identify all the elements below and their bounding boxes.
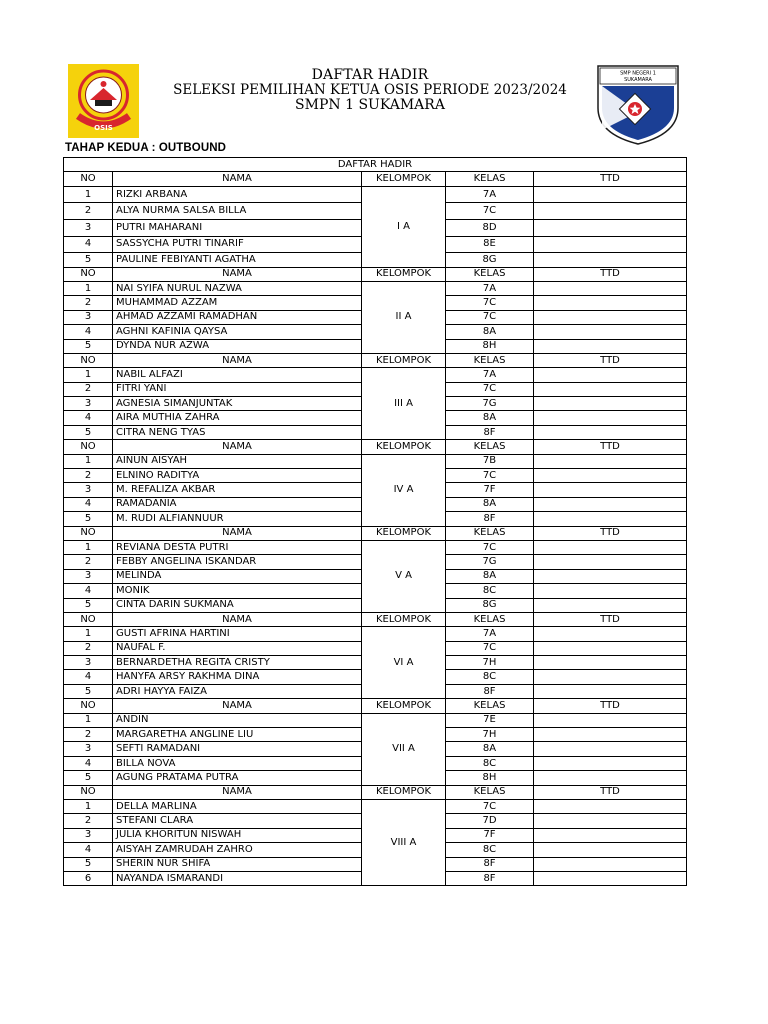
- cell-kelas: 7G: [446, 555, 534, 569]
- cell-nama: RAMADANIA: [113, 497, 362, 511]
- cell-ttd-signature[interactable]: [534, 569, 687, 583]
- cell-kelas: 8F: [446, 425, 534, 439]
- cell-nama: NAYANDA ISMARANDI: [113, 871, 362, 885]
- cell-ttd-signature[interactable]: [534, 469, 687, 483]
- header-no: NO: [64, 353, 113, 367]
- header-nama: NAMA: [113, 267, 362, 281]
- cell-kelas: 7A: [446, 281, 534, 295]
- cell-kelas: 8F: [446, 871, 534, 885]
- cell-kelas: 7C: [446, 540, 534, 554]
- cell-ttd-signature[interactable]: [534, 281, 687, 295]
- header-nama: NAMA: [113, 612, 362, 626]
- cell-ttd-signature[interactable]: [534, 828, 687, 842]
- table-row: [64, 368, 687, 382]
- cell-ttd-signature[interactable]: [534, 454, 687, 468]
- cell-ttd-signature[interactable]: [534, 843, 687, 857]
- cell-no: 3: [64, 483, 113, 497]
- cell-ttd-signature[interactable]: [534, 236, 687, 253]
- cell-nama: REVIANA DESTA PUTRI: [113, 540, 362, 554]
- header-kelompok: KELOMPOK: [362, 699, 446, 713]
- cell-kelompok: VII A: [362, 713, 446, 785]
- cell-kelas: 8A: [446, 411, 534, 425]
- cell-no: 4: [64, 497, 113, 511]
- cell-nama: AGUNG PRATAMA PUTRA: [113, 771, 362, 785]
- cell-ttd-signature[interactable]: [534, 203, 687, 220]
- school-crest-icon: [596, 64, 680, 146]
- cell-no: 5: [64, 684, 113, 698]
- cell-nama: AISYAH ZAMRUDAH ZAHRO: [113, 843, 362, 857]
- cell-kelompok: VIII A: [362, 800, 446, 886]
- cell-kelas: 7C: [446, 641, 534, 655]
- cell-kelas: 8A: [446, 569, 534, 583]
- cell-nama: PAULINE FEBIYANTI AGATHA: [113, 253, 362, 267]
- header-kelas: KELAS: [446, 353, 534, 367]
- cell-kelas: 7D: [446, 814, 534, 828]
- cell-ttd-signature[interactable]: [534, 742, 687, 756]
- table-header-row: [64, 526, 687, 540]
- cell-no: 2: [64, 555, 113, 569]
- cell-kelas: 8C: [446, 584, 534, 598]
- header-no: NO: [64, 267, 113, 281]
- cell-ttd-signature[interactable]: [534, 368, 687, 382]
- header-no: NO: [64, 526, 113, 540]
- cell-nama: MELINDA: [113, 569, 362, 583]
- header-kelompok: KELOMPOK: [362, 172, 446, 186]
- table-caption-row: [64, 158, 687, 172]
- cell-nama: AGHNI KAFINIA QAYSA: [113, 325, 362, 339]
- cell-no: 3: [64, 219, 113, 236]
- table-header-row: [64, 172, 687, 186]
- cell-ttd-signature[interactable]: [534, 540, 687, 554]
- cell-ttd-signature[interactable]: [534, 253, 687, 267]
- osis-logo: [68, 64, 139, 138]
- cell-kelompok: I A: [362, 186, 446, 267]
- cell-kelas: 8A: [446, 742, 534, 756]
- table-header-row: [64, 353, 687, 367]
- cell-kelompok: II A: [362, 281, 446, 353]
- cell-kelas: 7A: [446, 627, 534, 641]
- cell-no: 1: [64, 368, 113, 382]
- cell-ttd-signature[interactable]: [534, 325, 687, 339]
- cell-kelas: 7C: [446, 296, 534, 310]
- cell-nama: GUSTI AFRINA HARTINI: [113, 627, 362, 641]
- cell-ttd-signature[interactable]: [534, 871, 687, 885]
- cell-no: 3: [64, 310, 113, 324]
- cell-kelas: 8E: [446, 236, 534, 253]
- cell-nama: NABIL ALFAZI: [113, 368, 362, 382]
- cell-kelas: 8D: [446, 219, 534, 236]
- cell-kelas: 8G: [446, 598, 534, 612]
- header-no: NO: [64, 699, 113, 713]
- header-nama: NAMA: [113, 353, 362, 367]
- header-no: NO: [64, 440, 113, 454]
- cell-ttd-signature[interactable]: [534, 670, 687, 684]
- cell-no: 4: [64, 756, 113, 770]
- cell-kelas: 7C: [446, 310, 534, 324]
- cell-ttd-signature[interactable]: [534, 584, 687, 598]
- cell-ttd-signature[interactable]: [534, 656, 687, 670]
- cell-kelompok: IV A: [362, 454, 446, 526]
- title-line-1: DAFTAR HADIR: [311, 67, 429, 83]
- crest-text-bottom: SUKAMARA: [624, 77, 652, 83]
- cell-no: 1: [64, 186, 113, 203]
- header-ttd: TTD: [534, 353, 687, 367]
- cell-ttd-signature[interactable]: [534, 296, 687, 310]
- cell-no: 3: [64, 569, 113, 583]
- osis-logo-text: OSIS: [94, 124, 113, 132]
- table-row: [64, 281, 687, 295]
- cell-no: 6: [64, 871, 113, 885]
- cell-nama: SASSYCHA PUTRI TINARIF: [113, 236, 362, 253]
- cell-kelas: 8H: [446, 339, 534, 353]
- cell-no: 5: [64, 857, 113, 871]
- table-row: [64, 186, 687, 203]
- cell-no: 1: [64, 540, 113, 554]
- header-no: NO: [64, 785, 113, 799]
- cell-ttd-signature[interactable]: [534, 814, 687, 828]
- attendance-table: [63, 157, 687, 886]
- header-ttd: TTD: [534, 440, 687, 454]
- cell-kelas: 8C: [446, 670, 534, 684]
- cell-kelas: 7H: [446, 656, 534, 670]
- cell-kelas: 8C: [446, 756, 534, 770]
- header-kelas: KELAS: [446, 172, 534, 186]
- stage-label: TAHAP KEDUA : OUTBOUND: [65, 142, 227, 154]
- cell-kelas: 8H: [446, 771, 534, 785]
- cell-no: 2: [64, 641, 113, 655]
- cell-nama: FITRI YANI: [113, 382, 362, 396]
- header-kelas: KELAS: [446, 612, 534, 626]
- header-kelompok: KELOMPOK: [362, 612, 446, 626]
- cell-no: 4: [64, 584, 113, 598]
- cell-nama: CINTA DARIN SUKMANA: [113, 598, 362, 612]
- header-nama: NAMA: [113, 526, 362, 540]
- cell-no: 2: [64, 814, 113, 828]
- cell-nama: MONIK: [113, 584, 362, 598]
- cell-no: 4: [64, 325, 113, 339]
- cell-nama: ANDIN: [113, 713, 362, 727]
- cell-ttd-signature[interactable]: [534, 598, 687, 612]
- cell-no: 3: [64, 397, 113, 411]
- cell-no: 1: [64, 281, 113, 295]
- cell-no: 4: [64, 236, 113, 253]
- cell-ttd-signature[interactable]: [534, 756, 687, 770]
- cell-nama: MARGARETHA ANGLINE LIU: [113, 728, 362, 742]
- cell-no: 3: [64, 742, 113, 756]
- cell-kelas: 7G: [446, 397, 534, 411]
- cell-nama: M. REFALIZA AKBAR: [113, 483, 362, 497]
- table-row: [64, 540, 687, 554]
- cell-ttd-signature[interactable]: [534, 382, 687, 396]
- cell-kelas: 8A: [446, 325, 534, 339]
- cell-nama: JULIA KHORITUN NISWAH: [113, 828, 362, 842]
- header-no: NO: [64, 172, 113, 186]
- cell-ttd-signature[interactable]: [534, 800, 687, 814]
- cell-no: 5: [64, 339, 113, 353]
- crest-text-top: SMP NEGERI 1: [620, 70, 656, 77]
- cell-ttd-signature[interactable]: [534, 641, 687, 655]
- cell-nama: AHMAD AZZAMI RAMADHAN: [113, 310, 362, 324]
- cell-no: 1: [64, 713, 113, 727]
- cell-nama: STEFANI CLARA: [113, 814, 362, 828]
- cell-ttd-signature[interactable]: [534, 713, 687, 727]
- cell-no: 4: [64, 411, 113, 425]
- cell-ttd-signature[interactable]: [534, 339, 687, 353]
- cell-no: 3: [64, 656, 113, 670]
- document-title: [140, 68, 600, 113]
- header-kelompok: KELOMPOK: [362, 526, 446, 540]
- cell-nama: AINUN AISYAH: [113, 454, 362, 468]
- header-ttd: TTD: [534, 526, 687, 540]
- cell-kelas: 8A: [446, 497, 534, 511]
- cell-nama: BILLA NOVA: [113, 756, 362, 770]
- cell-no: 2: [64, 469, 113, 483]
- cell-ttd-signature[interactable]: [534, 512, 687, 526]
- cell-no: 5: [64, 512, 113, 526]
- cell-nama: MUHAMMAD AZZAM: [113, 296, 362, 310]
- cell-kelompok: III A: [362, 368, 446, 440]
- table-header-row: [64, 440, 687, 454]
- cell-nama: ALYA NURMA SALSA BILLA: [113, 203, 362, 220]
- cell-no: 5: [64, 425, 113, 439]
- header-kelas: KELAS: [446, 267, 534, 281]
- header-ttd: TTD: [534, 699, 687, 713]
- cell-ttd-signature[interactable]: [534, 555, 687, 569]
- header-ttd: TTD: [534, 612, 687, 626]
- cell-ttd-signature[interactable]: [534, 728, 687, 742]
- cell-nama: BERNARDETHA REGITA CRISTY: [113, 656, 362, 670]
- cell-ttd-signature[interactable]: [534, 627, 687, 641]
- title-line-3: SMPN 1 SUKAMARA: [295, 97, 445, 113]
- cell-ttd-signature[interactable]: [534, 186, 687, 203]
- table-header-row: [64, 612, 687, 626]
- cell-ttd-signature[interactable]: [534, 857, 687, 871]
- cell-kelas: 7F: [446, 828, 534, 842]
- cell-kelompok: VI A: [362, 627, 446, 699]
- header-kelompok: KELOMPOK: [362, 440, 446, 454]
- table-header-row: [64, 785, 687, 799]
- header-kelompok: KELOMPOK: [362, 267, 446, 281]
- table-row: [64, 713, 687, 727]
- header-kelas: KELAS: [446, 526, 534, 540]
- cell-nama: PUTRI MAHARANI: [113, 219, 362, 236]
- header-nama: NAMA: [113, 699, 362, 713]
- cell-nama: CITRA NENG TYAS: [113, 425, 362, 439]
- cell-no: 1: [64, 454, 113, 468]
- cell-kelas: 7C: [446, 203, 534, 220]
- cell-nama: AGNESIA SIMANJUNTAK: [113, 397, 362, 411]
- cell-nama: ELNINO RADITYA: [113, 469, 362, 483]
- cell-nama: DELLA MARLINA: [113, 800, 362, 814]
- cell-kelas: 7C: [446, 800, 534, 814]
- cell-no: 5: [64, 771, 113, 785]
- cell-nama: M. RUDI ALFIANNUUR: [113, 512, 362, 526]
- header-kelompok: KELOMPOK: [362, 353, 446, 367]
- cell-kelas: 7C: [446, 382, 534, 396]
- header-nama: NAMA: [113, 785, 362, 799]
- header-nama: NAMA: [113, 440, 362, 454]
- cell-ttd-signature[interactable]: [534, 684, 687, 698]
- table-row: [64, 627, 687, 641]
- header-ttd: TTD: [534, 267, 687, 281]
- title-line-2: SELEKSI PEMILIHAN KETUA OSIS PERIODE 2023/2024: [173, 82, 567, 98]
- cell-no: 3: [64, 828, 113, 842]
- cell-ttd-signature[interactable]: [534, 411, 687, 425]
- cell-kelas: 7H: [446, 728, 534, 742]
- cell-ttd-signature[interactable]: [534, 483, 687, 497]
- cell-no: 1: [64, 627, 113, 641]
- table-caption: DAFTAR HADIR: [64, 158, 687, 172]
- cell-nama: SEFTI RAMADANI: [113, 742, 362, 756]
- cell-ttd-signature[interactable]: [534, 219, 687, 236]
- table-row: [64, 454, 687, 468]
- cell-no: 4: [64, 670, 113, 684]
- cell-nama: NAI SYIFA NURUL NAZWA: [113, 281, 362, 295]
- cell-no: 5: [64, 253, 113, 267]
- table-header-row: [64, 699, 687, 713]
- header-kelompok: KELOMPOK: [362, 785, 446, 799]
- cell-nama: HANYFA ARSY RAKHMA DINA: [113, 670, 362, 684]
- header-ttd: TTD: [534, 785, 687, 799]
- cell-no: 2: [64, 728, 113, 742]
- cell-kelas: 7F: [446, 483, 534, 497]
- cell-nama: DYNDA NUR AZWA: [113, 339, 362, 353]
- header-kelas: KELAS: [446, 440, 534, 454]
- cell-no: 2: [64, 203, 113, 220]
- cell-no: 2: [64, 296, 113, 310]
- cell-ttd-signature[interactable]: [534, 497, 687, 511]
- cell-nama: ADRI HAYYA FAIZA: [113, 684, 362, 698]
- cell-nama: RIZKI ARBANA: [113, 186, 362, 203]
- cell-kelas: 7C: [446, 469, 534, 483]
- table-header-row: [64, 267, 687, 281]
- table-row: [64, 800, 687, 814]
- cell-kelas: 8C: [446, 843, 534, 857]
- header-no: NO: [64, 612, 113, 626]
- cell-kelas: 7A: [446, 368, 534, 382]
- cell-ttd-signature[interactable]: [534, 425, 687, 439]
- header-kelas: KELAS: [446, 699, 534, 713]
- cell-nama: AIRA MUTHIA ZAHRA: [113, 411, 362, 425]
- cell-nama: SHERIN NUR SHIFA: [113, 857, 362, 871]
- cell-no: 4: [64, 843, 113, 857]
- cell-kelas: 7B: [446, 454, 534, 468]
- cell-no: 2: [64, 382, 113, 396]
- cell-kelas: 8F: [446, 684, 534, 698]
- cell-kelas: 8F: [446, 512, 534, 526]
- header-kelas: KELAS: [446, 785, 534, 799]
- cell-kelompok: V A: [362, 540, 446, 612]
- cell-kelas: 8F: [446, 857, 534, 871]
- header-ttd: TTD: [534, 172, 687, 186]
- cell-nama: NAUFAL F.: [113, 641, 362, 655]
- cell-kelas: 8G: [446, 253, 534, 267]
- cell-ttd-signature[interactable]: [534, 397, 687, 411]
- cell-no: 1: [64, 800, 113, 814]
- cell-nama: FEBBY ANGELINA ISKANDAR: [113, 555, 362, 569]
- cell-ttd-signature[interactable]: [534, 771, 687, 785]
- cell-ttd-signature[interactable]: [534, 310, 687, 324]
- cell-kelas: 7A: [446, 186, 534, 203]
- cell-kelas: 7E: [446, 713, 534, 727]
- cell-no: 5: [64, 598, 113, 612]
- header-nama: NAMA: [113, 172, 362, 186]
